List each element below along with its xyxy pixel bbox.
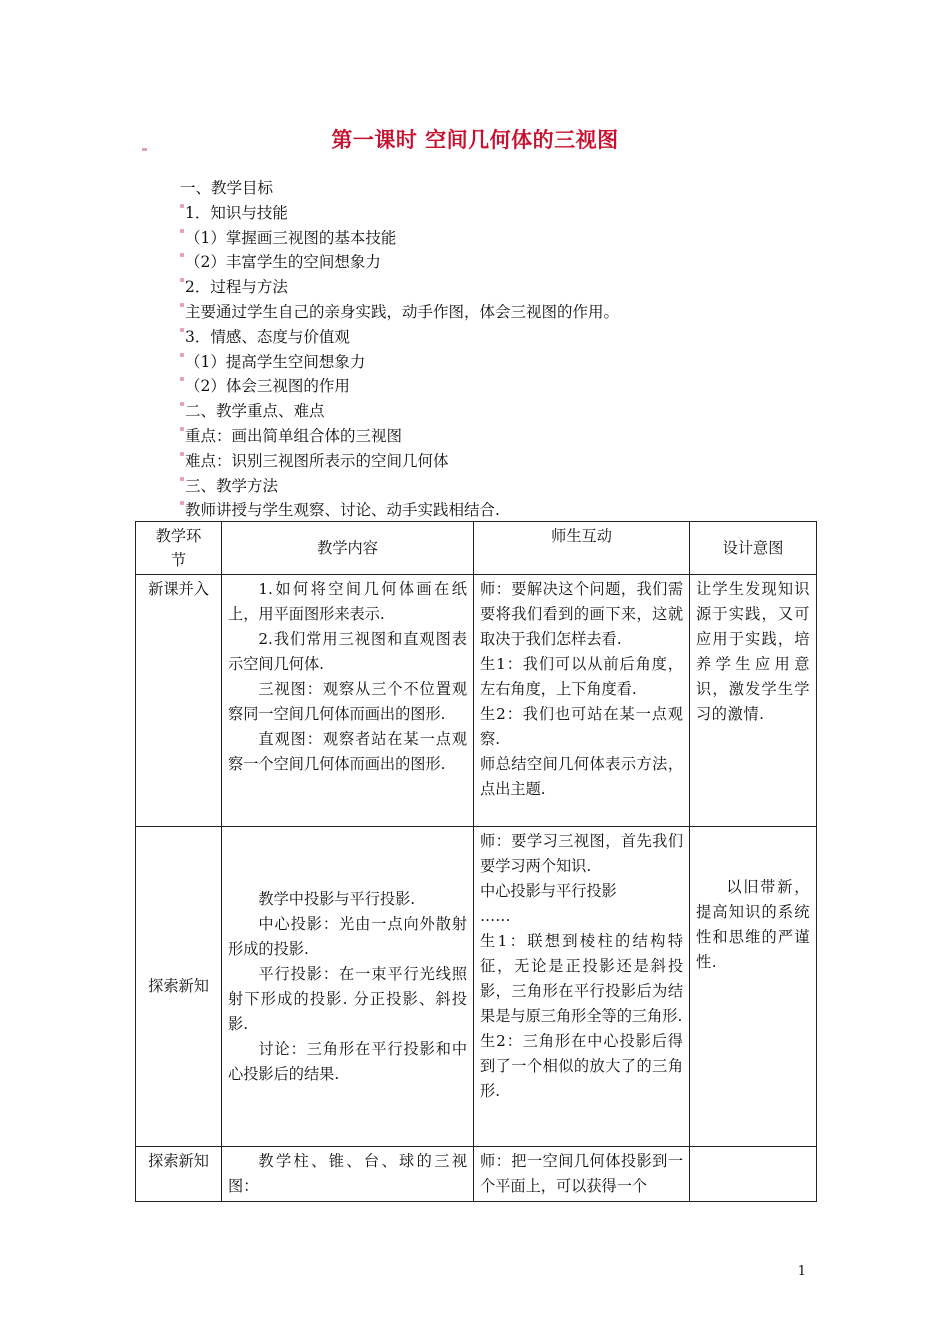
design-cell bbox=[690, 1147, 817, 1202]
table-row bbox=[136, 1147, 817, 1202]
edit-mark bbox=[180, 477, 184, 481]
content-cell bbox=[222, 1147, 474, 1202]
intro-text: （2）丰富学生的空间想象力 bbox=[185, 253, 381, 272]
content-paragraph: 讨论：三角形在平行投影和中心投影后的结果. bbox=[228, 1039, 467, 1083]
interaction-paragraph: 师：要解决这个问题，我们需要将我们看到的画下来，这就取决于我们怎样去看. bbox=[480, 580, 683, 648]
table-row bbox=[136, 575, 817, 827]
content-paragraph: 教学中投影与平行投影. bbox=[258, 889, 416, 908]
intro-line bbox=[180, 300, 820, 325]
edit-mark bbox=[180, 452, 184, 456]
intro-line bbox=[180, 498, 820, 523]
content-paragraph: 教学柱、锥、台、球的三视图： bbox=[228, 1152, 467, 1195]
header-stage-line: 教学环 bbox=[155, 527, 202, 545]
intro-line bbox=[180, 201, 820, 226]
intro-line bbox=[180, 250, 820, 275]
interaction-paragraph: 中心投影与平行投影 bbox=[480, 882, 617, 900]
intro-text: 二、教学重点、难点 bbox=[185, 402, 325, 421]
page-number: 1 bbox=[797, 1264, 806, 1279]
edit-mark bbox=[180, 427, 184, 431]
edit-mark bbox=[180, 328, 184, 332]
teaching-goals-section bbox=[180, 176, 820, 523]
intro-text: 重点：画出简单组合体的三视图 bbox=[185, 426, 403, 445]
content-paragraph: 1.如何将空间几何体画在纸上，用平面图形来表示. bbox=[228, 580, 467, 623]
intro-text: （1）提高学生空间想象力 bbox=[185, 352, 366, 371]
edit-mark bbox=[180, 278, 184, 282]
interaction-paragraph: …… bbox=[480, 907, 511, 925]
interaction-cell bbox=[474, 827, 690, 1147]
intro-line bbox=[180, 399, 820, 424]
intro-line bbox=[180, 275, 820, 300]
content-paragraph: 三视图：观察从三个不位置观察同一空间几何体而画出的图形. bbox=[228, 680, 467, 723]
edit-mark bbox=[180, 303, 184, 307]
interaction-paragraph: 生2：三角形在中心投影后得到了一个相似的放大了的三角形. bbox=[480, 1032, 683, 1100]
stage-cell: 探索新知 bbox=[136, 1147, 222, 1202]
content-cell bbox=[222, 827, 474, 1147]
header-stage bbox=[136, 522, 222, 575]
section-heading: 一、教学目标 bbox=[180, 179, 274, 197]
content-paragraph: 平行投影：在一束平行光线照射下形成的投影. 分正投影、斜投影. bbox=[228, 964, 467, 1033]
edit-mark bbox=[180, 402, 184, 406]
edit-mark bbox=[180, 204, 184, 208]
intro-text: （2）体会三视图的作用 bbox=[185, 377, 350, 396]
interaction-paragraph: 师：把一空间几何体投影到一个平面上，可以获得一个 bbox=[480, 1152, 683, 1195]
intro-text: 主要通过学生自己的亲身实践，动手作图，体会三视图的作用。 bbox=[185, 302, 620, 321]
interaction-paragraph: 生2：我们也可站在某一点观察. bbox=[480, 705, 683, 748]
content-paragraph: 直观图：观察者站在某一点观察一个空间几何体而画出的图形. bbox=[228, 730, 467, 773]
intro-text: 三、教学方法 bbox=[185, 476, 279, 495]
edit-mark bbox=[180, 377, 184, 381]
interaction-cell bbox=[474, 575, 690, 827]
intro-line bbox=[180, 374, 820, 399]
intro-line bbox=[180, 474, 820, 499]
content-paragraph: 中心投影：光由一点向外散射形成的投影. bbox=[228, 914, 467, 958]
intro-text: 1．知识与技能 bbox=[185, 203, 288, 222]
design-cell: 让学生发现知识源于实践，又可应用于实践，培养学生应用意识，激发学生学习的激情. bbox=[690, 575, 817, 827]
intro-text: 3．情感、态度与价值观 bbox=[185, 327, 350, 346]
edit-mark bbox=[180, 253, 184, 257]
interaction-paragraph: 师：要学习三视图，首先我们要学习两个知识. bbox=[480, 832, 683, 875]
design-paragraph: 以旧带新，提高知识的系统性和思维的严谨性. bbox=[696, 878, 810, 971]
stage-cell: 新课并入 bbox=[136, 575, 222, 827]
intro-text: 2．过程与方法 bbox=[185, 278, 288, 297]
page-title: 第一课时 空间几何体的三视图 bbox=[331, 127, 619, 152]
edit-mark bbox=[180, 229, 184, 233]
interaction-paragraph: 师总结空间几何体表示方法，点出主题. bbox=[480, 755, 683, 798]
header-design: 设计意图 bbox=[690, 522, 817, 575]
intro-text: 难点：识别三视图所表示的空间几何体 bbox=[185, 451, 449, 470]
intro-line bbox=[180, 449, 820, 474]
table-row bbox=[136, 827, 817, 1147]
content-cell bbox=[222, 575, 474, 827]
interaction-cell bbox=[474, 1147, 690, 1202]
intro-text: （1）掌握画三视图的基本技能 bbox=[185, 228, 397, 247]
intro-text: 教师讲授与学生观察、讨论、动手实践相结合. bbox=[185, 501, 500, 520]
intro-line bbox=[180, 325, 820, 350]
design-cell bbox=[690, 827, 817, 1147]
table-header-row bbox=[136, 522, 817, 575]
edit-mark bbox=[180, 501, 184, 505]
content-paragraph: 2.我们常用三视图和直观图表示空间几何体. bbox=[228, 630, 467, 673]
header-interaction: 师生互动 bbox=[474, 522, 690, 575]
header-stage-line: 节 bbox=[170, 551, 187, 569]
intro-line bbox=[180, 350, 820, 375]
intro-line bbox=[180, 424, 820, 449]
interaction-paragraph: 生1：我们可以从前后角度，左右角度，上下角度看. bbox=[480, 655, 683, 698]
header-content: 教学内容 bbox=[222, 522, 474, 575]
edit-mark bbox=[180, 353, 184, 357]
intro-line bbox=[180, 226, 820, 251]
stage-cell: 探索新知 bbox=[136, 827, 222, 1147]
interaction-paragraph: 生1：联想到棱柱的结构特征，无论是正投影还是斜投影，三角形在平行投影后为结果是与原三角形全等的三角形. bbox=[480, 932, 683, 1025]
lesson-plan-table bbox=[135, 521, 817, 1202]
